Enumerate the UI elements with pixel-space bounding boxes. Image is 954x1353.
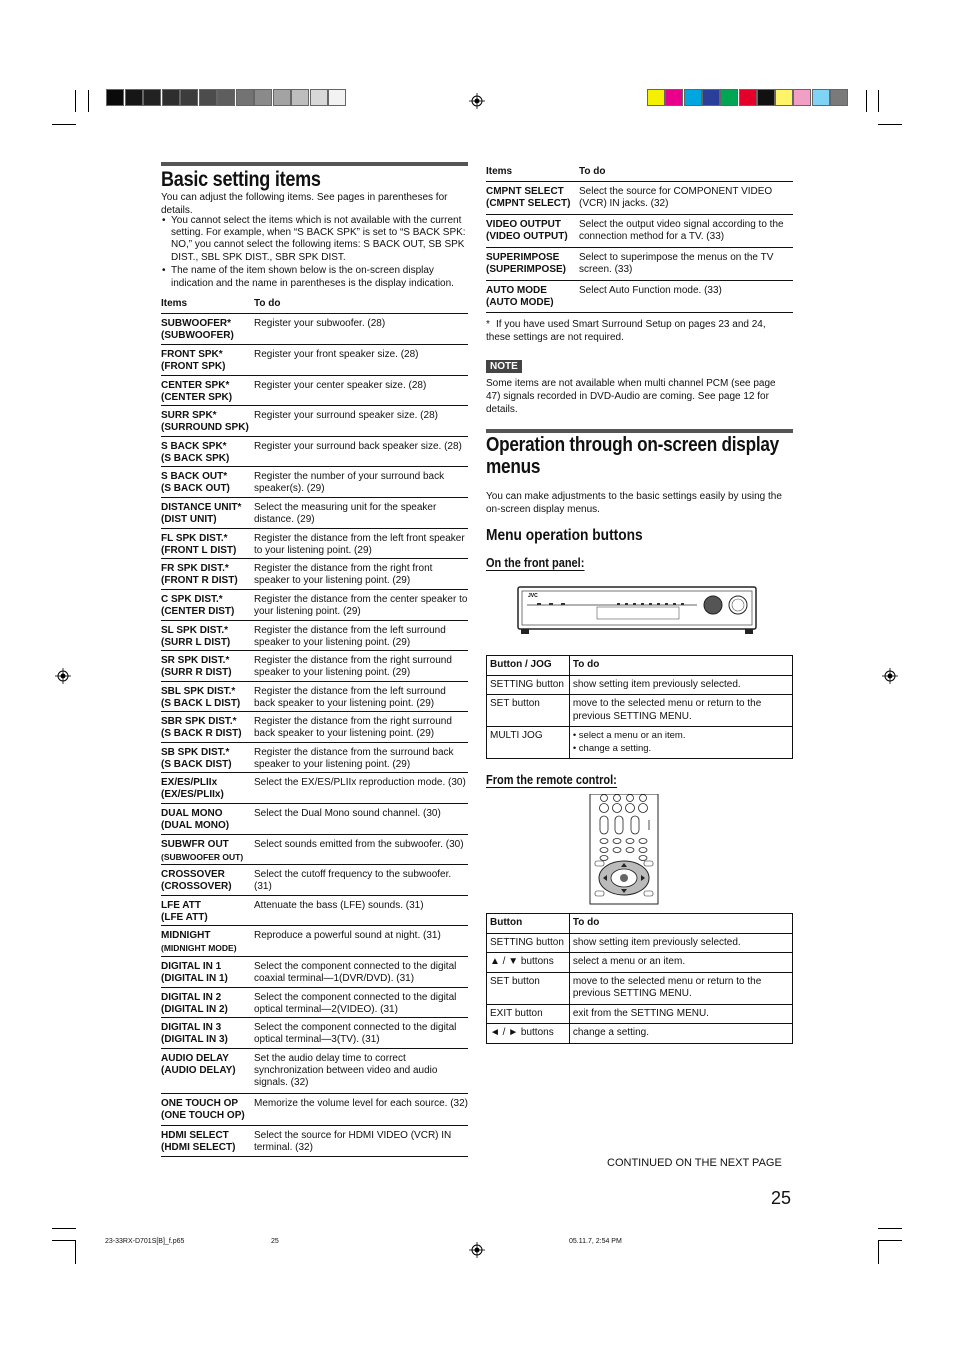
item-description: Register the distance from the left surround back speaker to your listening point. (29) <box>254 682 468 712</box>
item-display-name: (S BACK L DIST) <box>161 698 241 709</box>
item-name-cell <box>161 406 254 437</box>
crop-mark <box>866 90 867 112</box>
color-swatch <box>199 89 217 106</box>
brand-logo: JVC <box>528 593 538 599</box>
item-name-cell <box>486 182 579 215</box>
item-name-cell <box>161 345 254 376</box>
item-name-cell <box>161 743 254 773</box>
note-badge: NOTE <box>486 360 522 373</box>
section-title: Operation through on-screen display menus <box>486 434 779 478</box>
item-display-name: (SUPERIMPOSE) <box>486 264 567 275</box>
button-description: show setting item previously selected. <box>569 933 792 953</box>
item-display-name: (LFE ATT) <box>161 912 208 923</box>
color-swatch <box>310 89 328 106</box>
item-name: SUPERIMPOSE <box>486 252 560 263</box>
item-display-name: (AUDIO DELAY) <box>161 1065 236 1076</box>
color-swatch <box>236 89 254 106</box>
column-header: To do <box>579 166 793 182</box>
item-description: Register your subwoofer. (28) <box>254 314 468 345</box>
table-row <box>161 1018 468 1049</box>
item-display-name: (SUBWOOFER OUT) <box>161 852 244 862</box>
item-name: SL SPK DIST.* <box>161 625 229 636</box>
item-display-name: (S BACK R DIST) <box>161 728 242 739</box>
item-display-name: (CROSSOVER) <box>161 881 232 892</box>
color-swatch <box>647 89 665 106</box>
column-header: Button / JOG <box>487 656 570 676</box>
item-description: Register your surround back speaker size. (28) <box>254 437 468 467</box>
color-swatch <box>665 89 683 106</box>
column-header: To do <box>569 914 792 934</box>
item-description: Register your front speaker size. (28) <box>254 345 468 376</box>
item-display-name: (DIGITAL IN 3) <box>161 1034 228 1045</box>
table-row <box>161 1126 468 1157</box>
table-row <box>487 972 793 1004</box>
item-display-name: (CENTER SPK) <box>161 392 233 403</box>
item-display-name: (S BACK SPK) <box>161 453 230 464</box>
item-display-name: (DIGITAL IN 1) <box>161 973 228 984</box>
item-name-cell <box>486 215 579 248</box>
item-description: Register your center speaker size. (28) <box>254 376 468 406</box>
item-name: FL SPK DIST.* <box>161 533 228 544</box>
crop-mark <box>878 90 879 112</box>
color-swatch <box>143 89 161 106</box>
table-row <box>161 590 468 621</box>
table-row <box>161 896 468 926</box>
item-display-name: (S BACK OUT) <box>161 483 230 494</box>
item-name-cell <box>161 651 254 682</box>
item-description: Register the distance from the right surround speaker to your listening point. (29) <box>254 651 468 682</box>
item-display-name: (SURR R DIST) <box>161 667 232 678</box>
item-name: VIDEO OUTPUT <box>486 219 562 230</box>
color-swatch <box>273 89 291 106</box>
item-display-name: (SURROUND SPK) <box>161 422 249 433</box>
table-row <box>487 933 793 953</box>
item-name: LFE ATT <box>161 900 201 911</box>
table-row <box>486 248 793 281</box>
item-display-name: (FRONT L DIST) <box>161 545 237 556</box>
button-name: SET button <box>487 695 570 727</box>
color-swatch <box>180 89 198 106</box>
item-display-name: (EX/ES/PLIIx) <box>161 789 224 800</box>
item-description: Select sounds emitted from the subwoofer. (30) <box>254 835 468 865</box>
front-panel-buttons-table <box>486 655 793 759</box>
item-name: HDMI SELECT <box>161 1130 229 1141</box>
item-description: Register the distance from the center speaker to your listening point. (29) <box>254 590 468 621</box>
item-display-name: (VIDEO OUTPUT) <box>486 231 568 242</box>
item-name: ONE TOUCH OP <box>161 1098 239 1109</box>
table-row <box>161 804 468 835</box>
crop-mark <box>878 124 902 125</box>
item-description: Select the component connected to the digital optical terminal—2(VIDEO). (31) <box>254 988 468 1018</box>
table-row <box>486 215 793 248</box>
item-name: DIGITAL IN 2 <box>161 992 222 1003</box>
item-name: MIDNIGHT <box>161 930 211 941</box>
crop-mark <box>75 1240 76 1264</box>
table-row <box>161 498 468 529</box>
item-description: Select the source for HDMI VIDEO (VCR) IN terminal. (32) <box>254 1126 468 1157</box>
item-description: Select the cutoff frequency to the subwoofer. (31) <box>254 865 468 896</box>
table-row <box>161 345 468 376</box>
item-name: CENTER SPK* <box>161 380 230 391</box>
item-name: S BACK OUT* <box>161 471 228 482</box>
table-row <box>161 865 468 896</box>
color-swatch <box>291 89 309 106</box>
notes-list <box>161 215 466 291</box>
table-row <box>161 773 468 804</box>
table-row <box>161 926 468 957</box>
column-header: Button <box>487 914 570 934</box>
color-swatch <box>812 89 830 106</box>
item-display-name: (CMPNT SELECT) <box>486 198 571 209</box>
item-description: Register the number of your surround back speaker(s). (29) <box>254 467 468 498</box>
item-name-cell <box>161 682 254 712</box>
subsection-title: Menu operation buttons <box>486 527 643 544</box>
table-row <box>487 1004 793 1024</box>
item-name-cell <box>161 467 254 498</box>
item-description: Reproduce a powerful sound at night. (31) <box>254 926 468 957</box>
heading-rule <box>161 162 468 166</box>
remote-control-illustration <box>589 794 661 906</box>
column-header: Items <box>161 298 254 314</box>
table-header-row <box>487 656 793 676</box>
color-swatch <box>775 89 793 106</box>
item-description: Memorize the volume level for each source. (32) <box>254 1094 468 1126</box>
item-display-name: (AUTO MODE) <box>486 297 554 308</box>
item-name: SUBWFR OUT <box>161 839 229 850</box>
item-name-cell <box>161 376 254 406</box>
item-description: Select to superimpose the menus on the TV screen. (33) <box>579 248 793 281</box>
button-description <box>569 727 792 759</box>
item-description: Register the distance from the right front speaker to your listening point. (29) <box>254 559 468 590</box>
page-number: 25 <box>771 1188 792 1208</box>
remote-control-label: From the remote control: <box>486 773 617 787</box>
color-swatch <box>720 89 738 106</box>
item-display-name: (S BACK DIST) <box>161 759 232 770</box>
button-name: ◄ / ► buttons <box>487 1024 570 1044</box>
item-name-cell <box>161 804 254 835</box>
item-description: Select the measuring unit for the speaker distance. (29) <box>254 498 468 529</box>
item-description: Select Auto Function mode. (33) <box>579 281 793 313</box>
item-description: Select the component connected to the digital optical terminal—3(TV). (31) <box>254 1018 468 1049</box>
intro-text: You can adjust the following items. See pages in parentheses for details. <box>161 192 448 216</box>
item-name-cell <box>486 281 579 313</box>
table-row <box>161 651 468 682</box>
item-display-name: (SURR L DIST) <box>161 637 231 648</box>
crop-mark <box>75 90 76 112</box>
table-row <box>486 182 793 215</box>
registration-mark-icon <box>469 93 485 109</box>
item-description: Select the component connected to the digital coaxial terminal—1(DVR/DVD). (31) <box>254 957 468 988</box>
table-row <box>161 835 468 865</box>
item-name: SB SPK DIST.* <box>161 747 230 758</box>
item-display-name: (CENTER DIST) <box>161 606 235 617</box>
button-name: MULTI JOG <box>487 727 570 759</box>
button-name: ▲ / ▼ buttons <box>487 953 570 973</box>
table-row <box>487 675 793 695</box>
item-description: Register the distance from the left surround speaker to your listening point. (29) <box>254 621 468 651</box>
item-name-cell <box>161 621 254 651</box>
note-text: Some items are not available when multi channel PCM (see page 47) signals recorded in DVD-Audio are coming. See page 12 for details. <box>486 378 776 415</box>
heading-rule <box>486 429 793 433</box>
color-swatch <box>217 89 235 106</box>
table-header-row <box>486 166 793 182</box>
page-title: Basic setting items <box>161 168 321 191</box>
remote-control-buttons-table <box>486 913 793 1044</box>
description-line: • change a setting. <box>572 742 652 754</box>
table-row <box>161 682 468 712</box>
item-name: C SPK DIST.* <box>161 594 223 605</box>
item-name-cell <box>161 865 254 896</box>
table-row <box>161 621 468 651</box>
item-display-name: (HDMI SELECT) <box>161 1142 236 1153</box>
color-swatch <box>162 89 180 106</box>
item-name-cell <box>161 896 254 926</box>
button-description: move to the selected menu or return to the previous SETTING MENU. <box>569 972 792 1004</box>
color-swatch <box>328 89 346 106</box>
color-swatch <box>684 89 702 106</box>
item-name: SBR SPK DIST.* <box>161 716 237 727</box>
item-name-cell <box>161 988 254 1018</box>
table-row <box>161 529 468 559</box>
color-swatch <box>757 89 775 106</box>
front-panel-label: On the front panel: <box>486 556 585 570</box>
registration-mark-icon <box>469 1242 485 1258</box>
footnote: * If you have used Smart Surround Setup on pages 23 and 24, these settings are not required. <box>486 319 766 343</box>
item-name-cell <box>161 1049 254 1094</box>
button-name: SETTING button <box>487 675 570 695</box>
table-row <box>161 437 468 467</box>
item-name: CMPNT SELECT <box>486 186 564 197</box>
item-name-cell <box>161 926 254 957</box>
item-display-name: (DIGITAL IN 2) <box>161 1004 228 1015</box>
table-row <box>487 695 793 727</box>
item-description: Set the audio delay time to correct synchronization between video and audio signals. (32) <box>254 1049 468 1094</box>
item-description: Register the distance from the surround back speaker to your listening point. (29) <box>254 743 468 773</box>
button-description: change a setting. <box>569 1024 792 1044</box>
item-name: FR SPK DIST.* <box>161 563 229 574</box>
item-description: Select the output video signal according to the connection method for a TV. (33) <box>579 215 793 248</box>
settings-items-table <box>161 298 468 1157</box>
button-name: SETTING button <box>487 933 570 953</box>
table-row <box>161 406 468 437</box>
item-name-cell <box>486 248 579 281</box>
item-name: DISTANCE UNIT* <box>161 502 242 513</box>
table-row <box>161 559 468 590</box>
button-description <box>569 695 792 727</box>
description-line: show setting item previously selected. <box>572 678 741 690</box>
table-row <box>161 957 468 988</box>
color-swatch <box>702 89 720 106</box>
item-name-cell <box>161 773 254 804</box>
table-row <box>487 953 793 973</box>
item-name: AUTO MODE <box>486 285 547 296</box>
receiver-front-panel-illustration <box>517 585 759 637</box>
item-description: Select the Dual Mono sound channel. (30) <box>254 804 468 835</box>
item-name-cell <box>161 1094 254 1126</box>
item-display-name: (DUAL MONO) <box>161 820 230 831</box>
footnote-text: If you have used Smart Surround Setup on pages 23 and 24, these settings are not required. <box>486 319 766 343</box>
column-header: To do <box>569 656 792 676</box>
table-row <box>487 1024 793 1044</box>
item-name-cell <box>161 957 254 988</box>
table-row <box>161 712 468 743</box>
color-swatch <box>106 89 124 106</box>
item-display-name: (DIST UNIT) <box>161 514 217 525</box>
item-name: EX/ES/PLIIx <box>161 777 218 788</box>
button-description: exit from the SETTING MENU. <box>569 1004 792 1024</box>
item-name: SBL SPK DIST.* <box>161 686 236 697</box>
item-name: SURR SPK* <box>161 410 217 421</box>
crop-mark <box>878 1240 879 1264</box>
table-row <box>161 743 468 773</box>
table-row <box>161 988 468 1018</box>
item-name: SUBWOOFER* <box>161 318 231 329</box>
continued-notice: CONTINUED ON THE NEXT PAGE <box>607 1157 782 1169</box>
item-display-name: (MIDNIGHT MODE) <box>161 943 237 953</box>
item-name: SR SPK DIST.* <box>161 655 230 666</box>
item-name-cell <box>161 437 254 467</box>
settings-items-table-continued <box>486 166 793 313</box>
crop-mark <box>52 1240 76 1241</box>
crop-mark <box>52 124 76 125</box>
item-name-cell <box>161 559 254 590</box>
footer-filename: 23-33RX-D701S[B]_f.p65 <box>105 1238 185 1245</box>
table-row <box>161 467 468 498</box>
column-header: Items <box>486 166 579 182</box>
item-description: Select the EX/ES/PLIIx reproduction mode. (30) <box>254 773 468 804</box>
item-name: DIGITAL IN 3 <box>161 1022 222 1033</box>
item-name-cell <box>161 590 254 621</box>
item-name-cell <box>161 529 254 559</box>
crop-mark <box>52 1228 76 1229</box>
table-row <box>161 1094 468 1126</box>
table-row <box>161 314 468 345</box>
item-name-cell <box>161 1126 254 1157</box>
table-header-row <box>161 298 468 314</box>
crop-mark <box>878 1240 902 1241</box>
crop-mark <box>88 90 89 112</box>
table-header-row <box>487 914 793 934</box>
item-name-cell <box>161 712 254 743</box>
table-row <box>486 281 793 313</box>
item-name: AUDIO DELAY <box>161 1053 229 1064</box>
section-intro: You can make adjustments to the basic settings easily by using the on-screen display menus. <box>486 491 782 515</box>
color-swatch <box>125 89 143 106</box>
item-display-name: (FRONT SPK) <box>161 361 226 372</box>
registration-mark-icon <box>55 668 71 684</box>
item-name: DUAL MONO <box>161 808 223 819</box>
item-name-cell <box>161 314 254 345</box>
footer-page: 25 <box>271 1238 279 1245</box>
item-name-cell <box>161 1018 254 1049</box>
color-swatch <box>793 89 811 106</box>
item-name-cell <box>161 835 254 865</box>
table-row <box>161 376 468 406</box>
item-description: Register the distance from the right surround back speaker to your listening point. (29) <box>254 712 468 743</box>
note-item: • You cannot select the items which is not available with the current setting. For example, when “S BACK SPK” is set to “S BACK SPK: NO,” you cannot select the following items: S BACK OUT, SB SPK DIST., SBL SPK DIST., SBR SPK DIST. <box>161 215 466 264</box>
color-swatch <box>830 89 848 106</box>
button-name: EXIT button <box>487 1004 570 1024</box>
note-item: • The name of the item shown below is the on-screen display indication and the name in parentheses is the display indication. <box>161 264 466 291</box>
item-name: FRONT SPK* <box>161 349 223 360</box>
item-name-cell <box>161 498 254 529</box>
item-description: Select the source for COMPONENT VIDEO (VCR) IN jacks. (32) <box>579 182 793 215</box>
item-display-name: (SUBWOOFER) <box>161 330 234 341</box>
item-display-name: (ONE TOUCH OP) <box>161 1110 245 1121</box>
item-name: DIGITAL IN 1 <box>161 961 222 972</box>
table-row <box>161 1049 468 1094</box>
item-name: CROSSOVER <box>161 869 225 880</box>
column-header: To do <box>254 298 468 314</box>
button-description <box>569 675 792 695</box>
color-swatch <box>254 89 272 106</box>
crop-mark <box>878 1228 902 1229</box>
table-row <box>487 727 793 759</box>
button-description: select a menu or an item. <box>569 953 792 973</box>
button-name: SET button <box>487 972 570 1004</box>
item-description: Register the distance from the left front speaker to your listening point. (29) <box>254 529 468 559</box>
item-name: S BACK SPK* <box>161 441 227 452</box>
item-description: Register your surround speaker size. (28) <box>254 406 468 437</box>
item-description: Attenuate the bass (LFE) sounds. (31) <box>254 896 468 926</box>
footer-date: 05.11.7, 2:54 PM <box>569 1238 622 1245</box>
item-display-name: (FRONT R DIST) <box>161 575 238 586</box>
description-line: move to the selected menu or return to the previous SETTING MENU. <box>572 698 762 722</box>
registration-mark-icon <box>882 668 898 684</box>
description-line: • select a menu or an item. <box>572 730 686 741</box>
color-swatch <box>739 89 757 106</box>
